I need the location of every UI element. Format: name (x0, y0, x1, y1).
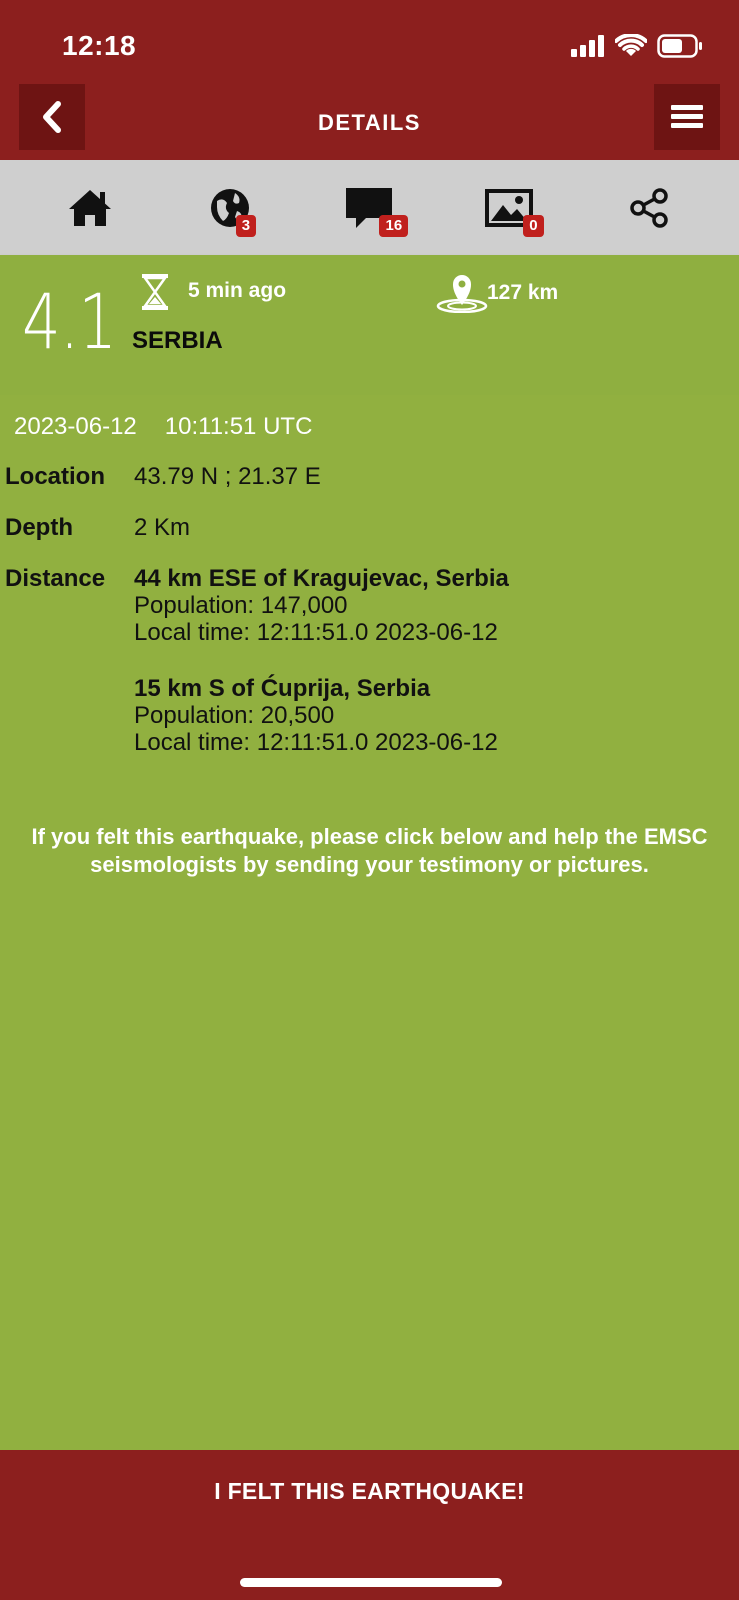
location-value: 43.79 N ; 21.37 E (134, 463, 321, 490)
quake-details (0, 395, 739, 1450)
time-ago: 5 min ago (188, 279, 287, 302)
location-pin-icon (435, 273, 489, 313)
date-time (14, 413, 312, 441)
nearby-city (134, 565, 509, 646)
event-time: 10:11:51 UTC (164, 413, 313, 440)
event-date: 2023-06-12 (14, 413, 137, 440)
city-name: 15 km S of Ćuprija, Serbia (134, 675, 431, 702)
i-felt-it-button[interactable]: I FELT THIS EARTHQUAKE! (214, 1478, 525, 1504)
signal-icon (571, 35, 605, 57)
page-title: DETAILS (318, 110, 421, 135)
city-population: Population: 147,000 (134, 592, 348, 619)
city-local-time: Local time: 12:11:51.0 2023-06-12 (134, 729, 498, 756)
status-icons (571, 34, 703, 58)
location-label: Location (5, 463, 105, 490)
battery-icon (657, 34, 703, 58)
distance-label: Distance (5, 565, 106, 592)
felt-message: If you felt this earthquake, please click below and help the EMSC seismologists by sending your testimony or pictures. (31, 824, 708, 877)
comments-count-badge: 16 (379, 215, 408, 237)
depth-value: 2 Km (134, 514, 191, 541)
nearby-city (134, 675, 498, 756)
tab-share[interactable] (609, 173, 689, 243)
home-icon (67, 188, 113, 228)
tab-map[interactable] (190, 173, 270, 243)
tab-home[interactable] (50, 173, 130, 243)
home-indicator (240, 1578, 502, 1587)
felt-button-bar (0, 1450, 739, 1600)
map-count-badge: 3 (236, 215, 256, 237)
region-name: SERBIA (132, 327, 223, 354)
tab-pictures[interactable] (469, 173, 549, 243)
hamburger-menu-icon (671, 103, 703, 131)
menu-button[interactable] (654, 84, 720, 150)
share-icon (628, 187, 670, 229)
hourglass-icon (140, 273, 170, 311)
tab-comments[interactable] (329, 173, 409, 243)
distance-value: 127 km (487, 281, 559, 304)
city-population: Population: 20,500 (134, 702, 335, 729)
depth-label: Depth (5, 514, 73, 541)
nav-bar (0, 80, 739, 160)
status-bar (0, 0, 739, 80)
quake-summary (0, 255, 739, 395)
tab-bar (0, 160, 739, 255)
wifi-icon (615, 34, 647, 58)
city-local-time: Local time: 12:11:51.0 2023-06-12 (134, 619, 498, 646)
status-time: 12:18 (62, 30, 137, 61)
pictures-count-badge: 0 (523, 215, 543, 237)
city-name: 44 km ESE of Kragujevac, Serbia (134, 565, 509, 592)
magnitude-value: 4.1 (22, 277, 117, 366)
